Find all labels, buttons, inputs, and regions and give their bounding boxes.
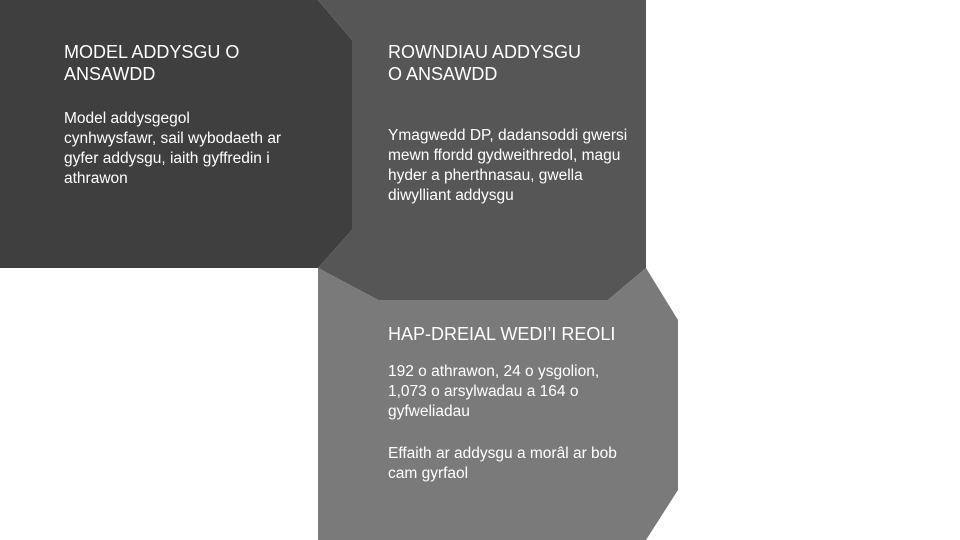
quality-teaching-model-description: Model addysgegol cynhwysfawr, sail wybodaeth ar gyfer addysgu, iaith gyffredin i athrawon xyxy=(64,110,282,187)
quality-teaching-rounds-heading: ROWNDIAU ADDYSGU O ANSAWDD xyxy=(388,42,582,84)
randomised-controlled-trial-heading: HAP-DREIAL WEDI’I REOLI xyxy=(388,324,616,344)
randomised-controlled-trial-impact: Effaith ar addysgu a morâl ar bob cam gyrfaol xyxy=(388,445,617,482)
randomised-controlled-trial-sample: 192 o athrawon, 24 o ysgolion, 1,073 o arsylwadau a 164 o gyfweliadau xyxy=(388,363,600,420)
quality-teaching-model-heading: MODEL ADDYSGU O ANSAWDD xyxy=(64,42,240,84)
quality-teaching-rounds-description: Ymagwedd DP, dadansoddi gwersi mewn ffordd gydweithredol, magu hyder a pherthnasau, gwella diwylliant addysgu xyxy=(388,127,628,204)
